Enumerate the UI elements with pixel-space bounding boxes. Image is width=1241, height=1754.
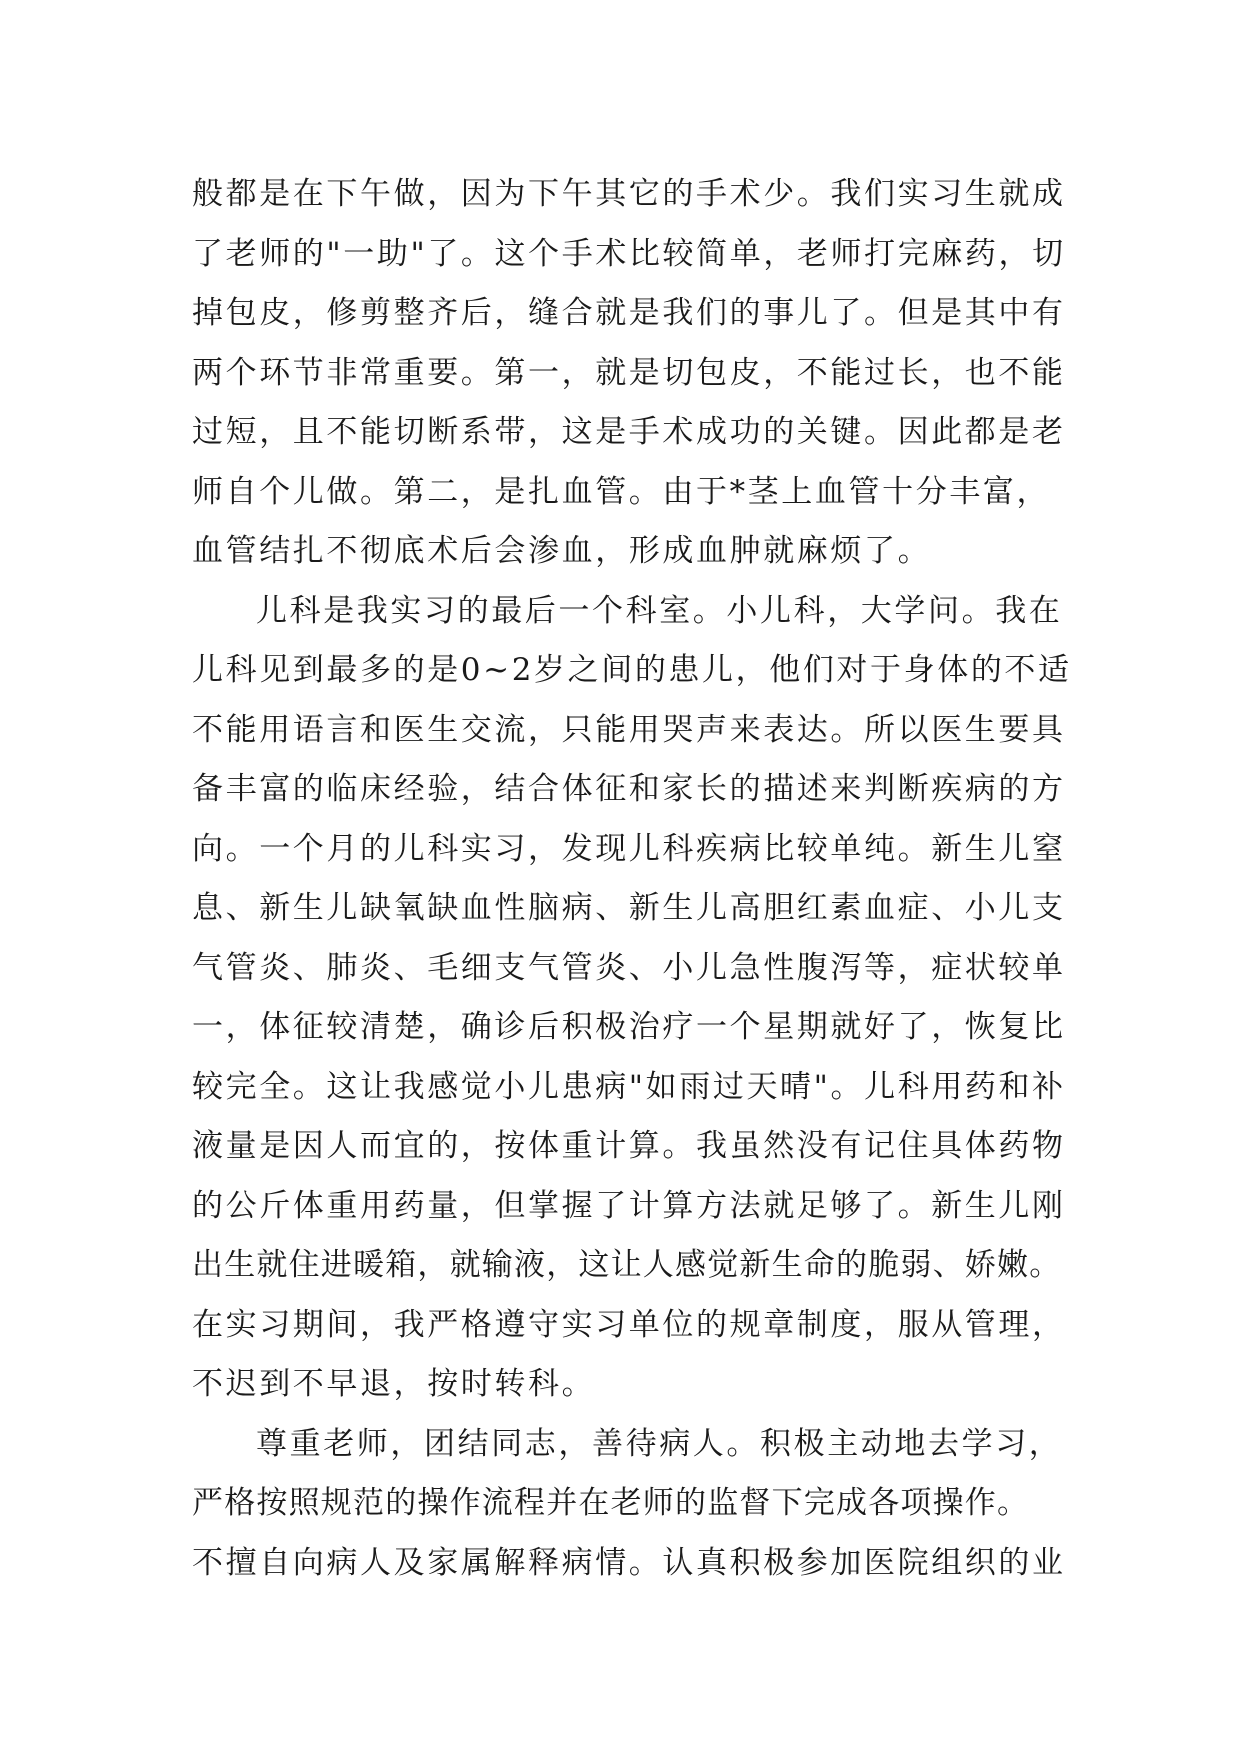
text-line: 掉包皮，修剪整齐后，缝合就是我们的事儿了。但是其中有 [192,295,1066,331]
text-line: 出生就住进暖箱，就输液，这让人感觉新生命的脆弱、娇嫩。 [192,1247,1062,1283]
text-line: 般都是在下午做，因为下午其它的手术少。我们实习生就成 [192,176,1066,212]
text-line: 液量是因人而宜的，按体重计算。我虽然没有记住具体药物 [192,1128,1066,1164]
text-line: 息、新生儿缺氧缺血性脑病、新生儿高胆红素血症、小儿支 [192,890,1066,926]
text-line: 备丰富的临床经验，结合体征和家长的描述来判断疾病的方 [192,771,1066,807]
text-line: 两个环节非常重要。第一，就是切包皮，不能过长，也不能 [192,354,1066,391]
text-line: 较完全。这让我感觉小儿患病"如雨过天晴"。儿科用药和补 [192,1068,1066,1105]
text-line: 的公斤体重用药量，但掌握了计算方法就足够了。新生儿刚 [192,1187,1066,1224]
text-line: 了老师的"一助"了。这个手术比较简单，老师打完麻药，切 [192,235,1066,272]
text-line: 一，体征较清楚，确诊后积极治疗一个星期就好了，恢复比 [192,1009,1066,1045]
text-line: 师自个儿做。第二，是扎血管。由于*茎上血管十分丰富， [192,473,1051,510]
text-line: 在实习期间，我严格遵守实习单位的规章制度，服从管理， [192,1306,1066,1343]
text-line: 向。一个月的儿科实习，发现儿科疾病比较单纯。新生儿窒 [192,830,1066,867]
text-line: 不能用语言和医生交流，只能用哭声来表达。所以医生要具 [192,711,1066,748]
text-line: 血管结扎不彻底术后会渗血，形成血肿就麻烦了。 [192,533,932,569]
paragraph-first-line: 尊重老师，团结同志，善待病人。积极主动地去学习， [256,1425,1063,1462]
text-line: 不迟到不早退，按时转科。 [192,1366,596,1402]
document-body [192,165,1072,1593]
text-line: 不擅自向病人及家属解释病情。认真积极参加医院组织的业 [192,1544,1066,1581]
text-line: 儿科见到最多的是0~2岁之间的患儿，他们对于身体的不适 [192,652,1072,688]
text-line: 气管炎、肺炎、毛细支气管炎、小儿急性腹泻等，症状较单 [192,949,1066,986]
paragraph-first-line: 儿科是我实习的最后一个科室。小儿科，大学问。我在 [256,592,1063,629]
text-line: 严格按照规范的操作流程并在老师的监督下完成各项操作。 [192,1485,1030,1521]
text-line: 过短，且不能切断系带，这是手术成功的关键。因此都是老 [192,414,1066,450]
